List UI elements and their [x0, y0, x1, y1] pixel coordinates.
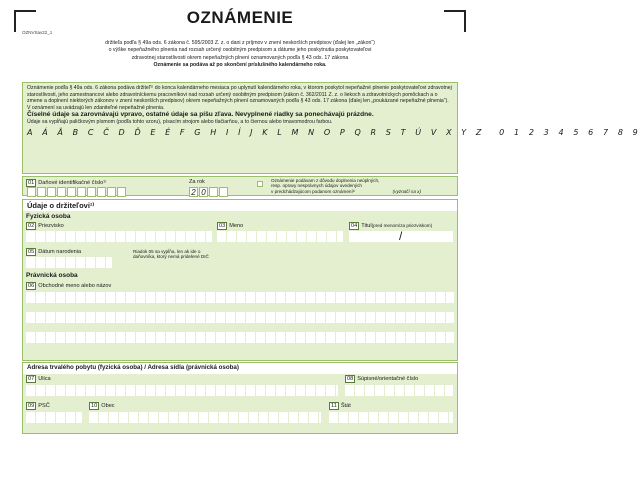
- field-10-label: 10 Obec: [91, 403, 115, 409]
- field-11-label: 11 Štát: [331, 403, 351, 409]
- intro-line: zdravotnej starostlivosti okrem nepeňažných plnení oznamovaných podľa § 43 ods. 17 zákona: [131, 54, 349, 61]
- address-section: [22, 362, 458, 434]
- company-name-line-3[interactable]: [26, 332, 454, 343]
- input-cell[interactable]: 0: [199, 187, 208, 197]
- input-cell[interactable]: [219, 187, 228, 197]
- input-cell[interactable]: [37, 187, 46, 197]
- holder-section: [22, 199, 458, 361]
- field-01-number: 01: [28, 180, 35, 186]
- letter-sample: [27, 127, 641, 137]
- instructions-box: [22, 82, 641, 174]
- field-09-label: 09 PSČ: [28, 403, 50, 409]
- company-name-line-1[interactable]: [26, 292, 454, 303]
- input-cell[interactable]: [87, 187, 96, 197]
- house-number-input[interactable]: [345, 385, 453, 396]
- letter-sample-digits: 0 1 2 3 4 5 6 7 8 9: [499, 127, 641, 137]
- correction-checkbox[interactable]: [257, 181, 263, 187]
- correction-text: Oznámenie podávam z dôvodu doplnenia neúplných, resp. opravy nesprávnych údajov uvedených v predchádzajúcom podanom oznámení¹⁾ (vyznačí sa x): [271, 178, 421, 194]
- field-07-label: 07 Ulica: [28, 376, 51, 382]
- input-cell[interactable]: [47, 187, 56, 197]
- instructions-bold: Číselné údaje sa zarovnávajú vpravo, ostatné údaje sa píšu zľava. Nevyplnené riadky sa ponechávajú prázdne.: [27, 111, 374, 119]
- tax-id-row: [22, 176, 458, 196]
- company-name-line-2[interactable]: [26, 312, 454, 323]
- city-input[interactable]: [89, 412, 321, 423]
- input-cell[interactable]: [117, 187, 126, 197]
- street-input[interactable]: [26, 385, 338, 396]
- form-title: OZNÁMENIE: [186, 8, 294, 27]
- form-code: OZNVSav22_1: [22, 30, 53, 35]
- field-02-label: 02 Priezvisko: [28, 223, 64, 229]
- postal-code-input[interactable]: [26, 412, 82, 423]
- input-cell[interactable]: 2: [189, 187, 198, 197]
- natural-person-heading: Fyzická osoba: [26, 213, 71, 220]
- surname-input[interactable]: [26, 231, 212, 242]
- legal-person-heading: Právnická osoba: [26, 272, 78, 279]
- field-05-note: Riadok 05 sa vypĺňa, len ak ide o daňovníka, ktorý nemá pridelené DIČ: [133, 249, 209, 260]
- year-input[interactable]: [189, 187, 229, 197]
- address-section-body: [23, 374, 457, 433]
- tax-id-input[interactable]: [27, 187, 127, 197]
- year-label: Za rok: [189, 179, 205, 185]
- field-04-label: 04 Titul(pred menom/za priezviskom): [351, 223, 433, 229]
- country-input[interactable]: [329, 412, 453, 423]
- holder-section-title: Údaje o držiteľovi¹⁾: [23, 200, 457, 210]
- input-cell[interactable]: [107, 187, 116, 197]
- title-separator: /: [399, 229, 403, 243]
- field-03-label: 03 Meno: [219, 223, 244, 229]
- intro-text: [70, 40, 410, 70]
- field-01-label: 01 Daňové identifikačné číslo¹⁾: [28, 180, 107, 186]
- input-cell[interactable]: [27, 187, 36, 197]
- correction-hint: (vyznačí sa x): [392, 188, 421, 194]
- field-05-label: 05 Dátum narodenia: [28, 249, 82, 255]
- first-name-input[interactable]: [217, 231, 343, 242]
- input-cell[interactable]: [57, 187, 66, 197]
- input-cell[interactable]: [209, 187, 218, 197]
- letter-sample-letters: A Á Ä B C Č D Ď E É F G H I Í J K L M N O P Q R S T Ú V X Y Z: [27, 127, 485, 137]
- input-cell[interactable]: [97, 187, 106, 197]
- field-06-label: 06 Obchodné meno alebo názov: [28, 283, 112, 289]
- intro-bold-line: Oznámenie sa podáva až po skončení príslušného kalendárneho roka.: [153, 62, 327, 69]
- holder-section-body: [23, 211, 457, 360]
- input-cell[interactable]: [67, 187, 76, 197]
- intro-line: držiteľa podľa § 49a ods. 6 zákona č. 595/2003 Z. z. o dani z príjmov v znení neskorších predpisov (ďalej len „zákon“): [105, 40, 375, 46]
- field-08-label: 08 Súpisné/orientačné číslo: [347, 376, 419, 382]
- input-cell[interactable]: [77, 187, 86, 197]
- title-input[interactable]: [349, 231, 453, 242]
- instructions-text: Oznámenie podľa § 49a ods. 6 zákona podáva držiteľ¹⁾ do konca kalendárneho mesiaca po uplynutí kalendárneho roka, v ktorom poskytol nepeňažné plnenie poskytovateľovi zdravotnej starostlivosti, jeho zamestnancovi alebo zdravotníckemu pracovníkovi nad rozsah určený osobitným predpisom (zákon č. 362/2011 Z. z. o liekoch a zdravotníckych pomôckach a o zmene a doplnení niektorých zákonov v znení neskorších predpisov) okrem nepeňažných plnení oznamovaných podľa § 43 ods. 17 zákona (ďalej len „poukázané nepeňažné plnenia“). V oznámení sa uvádzajú len zdaniteľné nepeňažné plnenia.: [27, 85, 452, 111]
- address-section-title: Adresa trvalého pobytu (fyzická osoba) / Adresa sídla (právnická osoba): [23, 363, 457, 373]
- instructions-writing: Údaje sa vypĺňajú paličkovým písmom (podľa tohto vzoru), písacím strojom alebo tlačiarňou, a to čiernou alebo tmavomodrou farbou.: [27, 119, 333, 126]
- birth-date-input[interactable]: [26, 257, 112, 268]
- intro-line: o výške nepeňažného plnenia nad rozsah určený osobitným predpisom a dátume jeho poskytnutia poskytovateľovi: [108, 47, 372, 54]
